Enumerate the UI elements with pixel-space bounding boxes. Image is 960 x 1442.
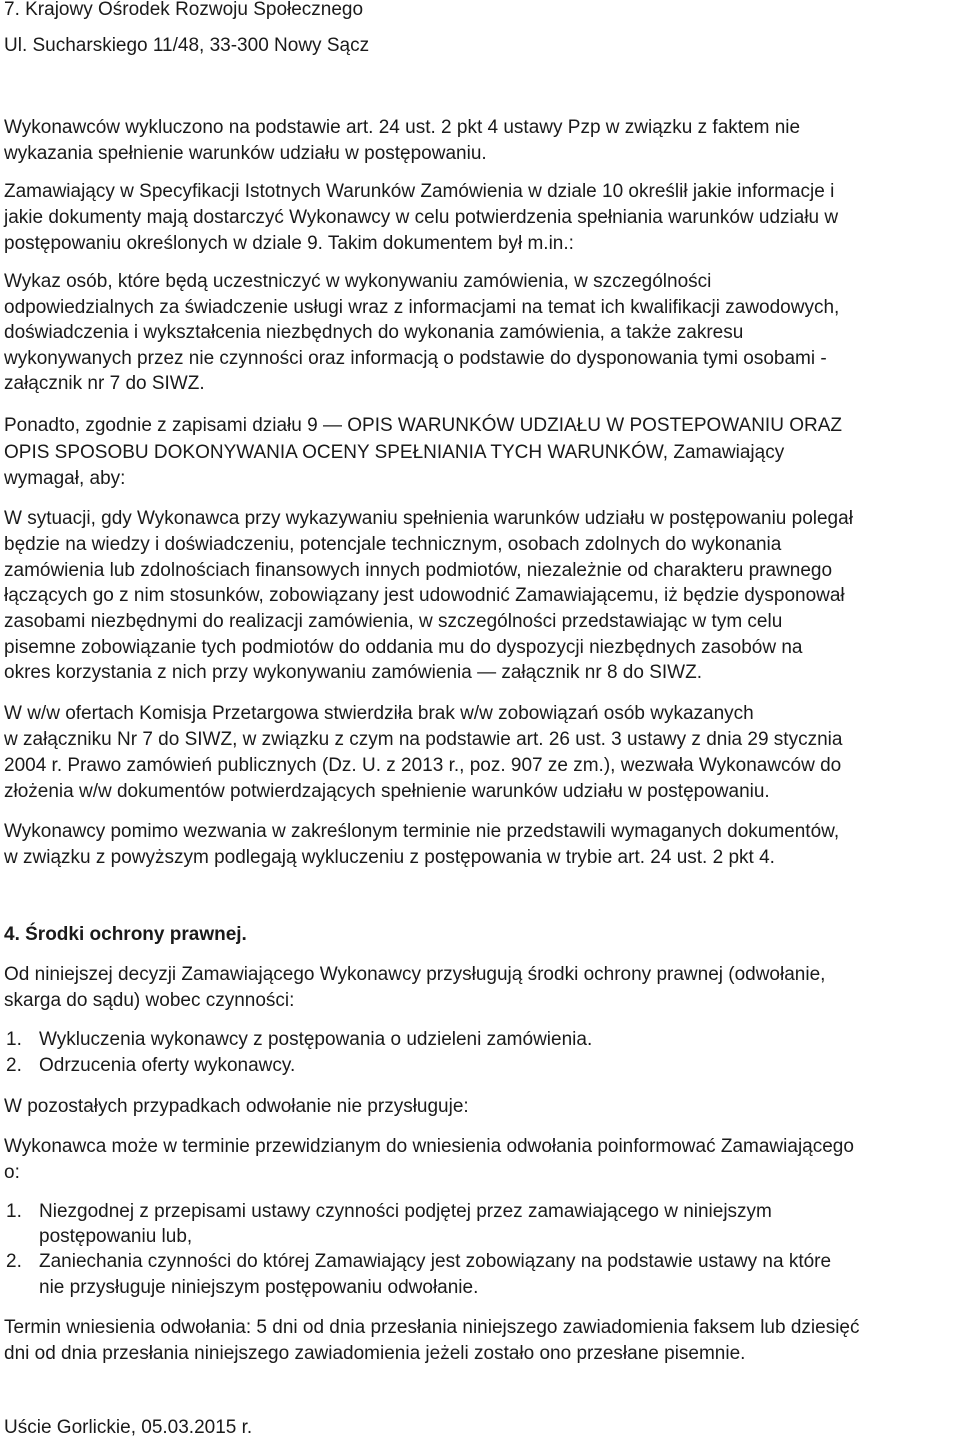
paragraph-line: w załączniku Nr 7 do SIWZ, w związku z czym na podstawie art. 26 ust. 3 ustawy z dnia 29 stycznia xyxy=(4,729,843,750)
paragraph-line: Ponadto, zgodnie z zapisami działu 9 — OPIS WARUNKÓW UDZIAŁU W POSTEPOWANIU ORAZ xyxy=(4,415,842,436)
paragraph-line: w związku z powyższym podlegają wykluczeniu z postępowania w trybie art. 24 ust. 2 pkt 4. xyxy=(4,847,775,868)
paragraph-line: 2004 r. Prawo zamówień publicznych (Dz. U. z 2013 r., poz. 907 ze zm.), wezwała Wykonawców do xyxy=(4,755,842,776)
paragraph-line: pisemne zobowiązanie tych podmiotów do oddania mu do dyspozycji niezbędnych zasobów na xyxy=(4,637,803,658)
paragraph-line: dni od dnia przesłania niniejszego zawiadomienia jeżeli zostało ono przesłane pisemnie. xyxy=(4,1343,746,1364)
paragraph-line: Termin wniesienia odwołania: 5 dni od dnia przesłania niniejszego zawiadomienia faksem lub dziesięć xyxy=(4,1317,860,1338)
paragraph-line: jakie dokumenty mają dostarczyć Wykonawcy w celu potwierdzenia spełniania warunków udziału w xyxy=(4,207,839,228)
paragraph-line: zamówienia lub zdolnościach finansowych innych podmiotów, niezależnie od charakteru prawnego xyxy=(4,560,833,581)
list-item-number: 1. xyxy=(6,1029,22,1050)
address-line-1: 7. Krajowy Ośrodek Rozwoju Społecznego xyxy=(4,0,364,20)
paragraph-line: Od niniejszej decyzji Zamawiającego Wykonawcy przysługują środki ochrony prawnej (odwołanie, xyxy=(4,964,826,985)
paragraph-line: W sytuacji, gdy Wykonawca przy wykazywaniu spełnienia warunków udziału w postępowaniu polegał xyxy=(4,508,853,529)
paragraph-line: będzie na wiedzy i doświadczeniu, potencjale technicznym, osobach zdolnych do wykonania xyxy=(4,534,782,555)
paragraph-line: W w/w ofertach Komisja Przetargowa stwierdziła brak w/w zobowiązań osób wykazanych xyxy=(4,703,754,724)
paragraph-line: załącznik nr 7 do SIWZ. xyxy=(4,373,205,394)
list-item-continuation: nie przysługuje niniejszym postępowaniu odwołanie. xyxy=(39,1277,479,1298)
paragraph-line: W pozostałych przypadkach odwołanie nie przysługuje: xyxy=(4,1096,469,1117)
paragraph-line: złożenia w/w dokumentów potwierdzających spełnienie warunków udziału w postępowaniu. xyxy=(4,781,770,802)
paragraph-line: łączących go z nim stosunków, zobowiązany jest udowodnić Zamawiającemu, iż będzie dysponował xyxy=(4,585,845,606)
paragraph-line: Zamawiający w Specyfikacji Istotnych Warunków Zamówienia w dziale 10 określił jakie informacje i xyxy=(4,181,835,202)
paragraph-line: okres korzystania z nich przy wykonywaniu zamówienia — załącznik nr 8 do SIWZ. xyxy=(4,662,702,683)
paragraph-line: doświadczenia i wykształcenia niezbędnych do wykonania zamówienia, a także zakresu xyxy=(4,322,744,343)
paragraph-line: Wykaz osób, które będą uczestniczyć w wykonywaniu zamówienia, w szczególności xyxy=(4,271,712,292)
list-item: Wykluczenia wykonawcy z postępowania o udzieleni zamówienia. xyxy=(39,1029,593,1050)
paragraph-line: odpowiedzialnych za świadczenie usługi wraz z informacjami na temat ich kwalifikacji zawodowych, xyxy=(4,297,840,318)
list-item: Niezgodnej z przepisami ustawy czynności podjętej przez zamawiającego w niniejszym xyxy=(39,1201,772,1222)
paragraph-line: wykonywanych przez nie czynności oraz informacją o podstawie do dysponowania tymi osobami - xyxy=(4,348,827,369)
list-item: Odrzucenia oferty wykonawcy. xyxy=(39,1055,296,1076)
paragraph-line: postępowaniu określonych w dziale 9. Takim dokumentem był m.in.: xyxy=(4,233,574,254)
paragraph-line: o: xyxy=(4,1162,20,1183)
place-date: Uście Gorlickie, 05.03.2015 r. xyxy=(4,1417,253,1438)
paragraph-line: zasobami niezbędnymi do realizacji zamówienia, w szczególności przedstawiając w tym celu xyxy=(4,611,783,632)
list-item-number: 1. xyxy=(6,1201,22,1222)
paragraph-line: wykazania spełnienie warunków udziału w postępowaniu. xyxy=(4,143,487,164)
address-line-2: Ul. Sucharskiego 11/48, 33-300 Nowy Sącz xyxy=(4,35,370,56)
paragraph-line: Wykonawców wykluczono na podstawie art. 24 ust. 2 pkt 4 ustawy Pzp w związku z faktem nie xyxy=(4,117,801,138)
list-item-number: 2. xyxy=(6,1055,22,1076)
paragraph-line: Wykonawca może w terminie przewidzianym do wniesienia odwołania poinformować Zamawiającego xyxy=(4,1136,854,1157)
paragraph-line: OPIS SPOSOBU DOKONYWANIA OCENY SPEŁNIANIA TYCH WARUNKÓW, Zamawiający xyxy=(4,442,785,463)
list-item: Zaniechania czynności do której Zamawiający jest zobowiązany na podstawie ustawy na które xyxy=(39,1251,832,1272)
paragraph-line: Wykonawcy pomimo wezwania w zakreślonym terminie nie przedstawili wymaganych dokumentów, xyxy=(4,821,840,842)
paragraph-line: wymagał, aby: xyxy=(4,468,126,489)
list-item-number: 2. xyxy=(6,1251,22,1272)
section-title: 4. Środki ochrony prawnej. xyxy=(4,924,247,945)
paragraph-line: skarga do sądu) wobec czynności: xyxy=(4,990,295,1011)
list-item-continuation: postępowaniu lub, xyxy=(39,1226,193,1247)
